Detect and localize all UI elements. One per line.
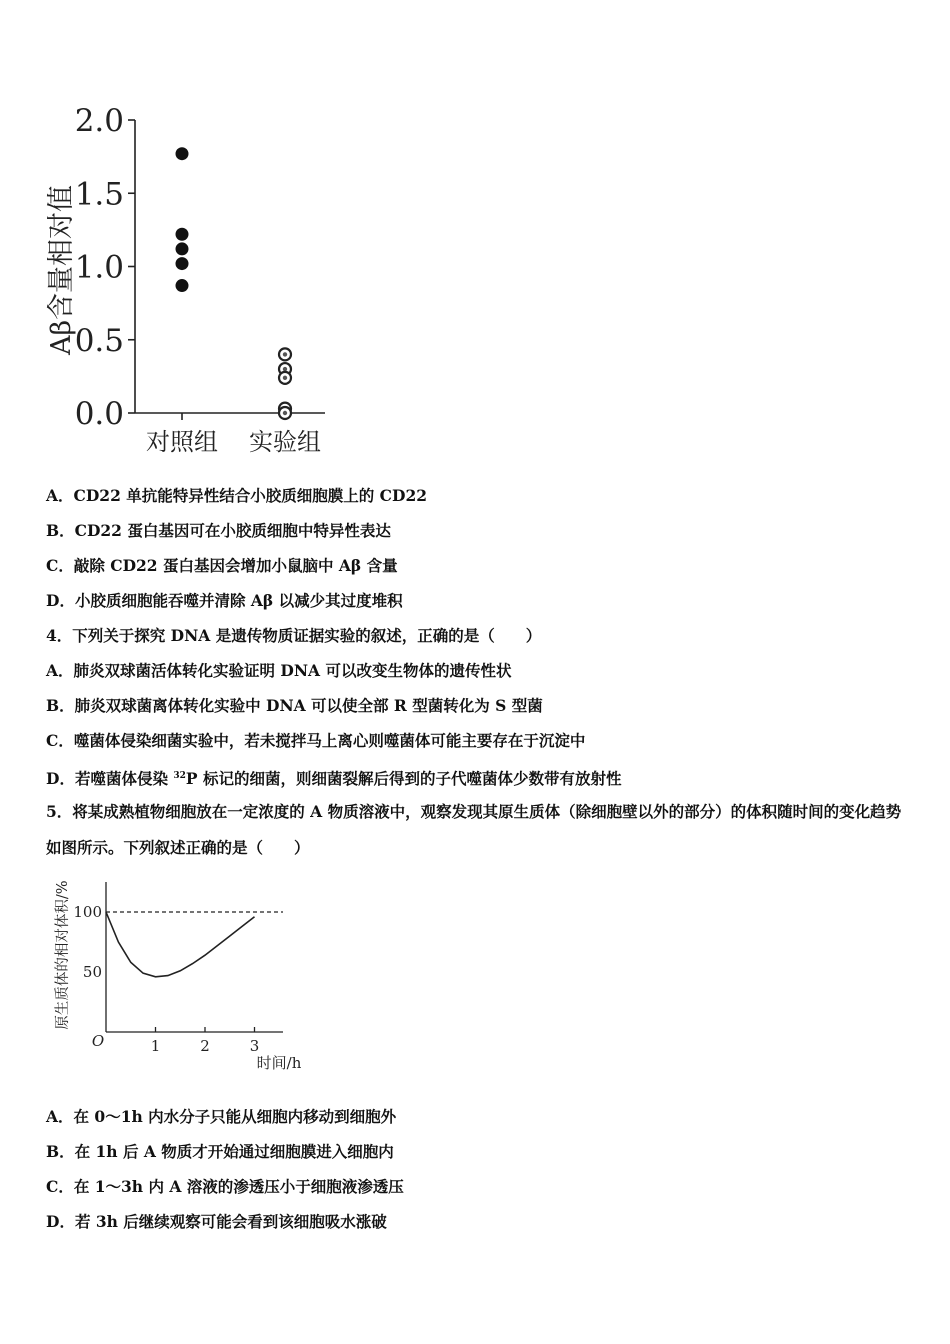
- q3-option-c[interactable]: [46, 556, 398, 576]
- control-point: [176, 242, 189, 255]
- experimental-point-center: [283, 411, 287, 415]
- y-tick-label: 2.0: [74, 103, 124, 139]
- option-text: 肺炎双球菌离体转化实验中 DNA 可以使全部 R 型菌转化为 S 型菌: [74, 696, 543, 715]
- option-text: CD22 单抗能特异性结合小胶质细胞膜上的 CD22: [73, 486, 428, 505]
- q3-option-b[interactable]: [46, 521, 391, 541]
- scatter-chart-abeta: [40, 95, 350, 470]
- isotope-superscript: 32: [173, 771, 186, 781]
- q4-option-d[interactable]: [46, 766, 621, 789]
- q4-option-b[interactable]: [46, 696, 543, 716]
- option-text-pre: 若噬菌体侵染: [74, 769, 174, 788]
- x-tick-label: 对照组: [146, 428, 218, 456]
- line-ylabel: 原生质体的相对体积/%: [55, 880, 71, 1030]
- protoplast-volume-curve: [106, 912, 255, 977]
- option-text: 在 1～3h 内 A 溶液的渗透压小于细胞液渗透压: [73, 1177, 404, 1196]
- option-label: B．: [46, 521, 75, 540]
- experimental-point-center: [283, 376, 287, 380]
- x-tick-label: 3: [249, 1037, 260, 1055]
- x-tick-label: 2: [200, 1037, 210, 1055]
- q3-option-d[interactable]: [46, 591, 403, 611]
- option-label: A．: [46, 486, 74, 505]
- y-tick-label: 50: [82, 963, 102, 981]
- option-text: 若 3h 后继续观察可能会看到该细胞吸水涨破: [74, 1212, 387, 1231]
- line-chart-protoplast: [40, 868, 330, 1083]
- option-label: C．: [46, 556, 74, 575]
- option-label: A．: [46, 1107, 74, 1126]
- option-text: 肺炎双球菌活体转化实验证明 DNA 可以改变生物体的遗传性状: [73, 661, 512, 680]
- q4-stem: 4．下列关于探究 DNA 是遗传物质证据实验的叙述，正确的是（ ）: [46, 626, 542, 645]
- control-point: [176, 257, 189, 270]
- option-label: B．: [46, 696, 75, 715]
- y-tick-label: 1.5: [74, 176, 124, 213]
- line-xlabel: 时间/h: [256, 1054, 302, 1072]
- control-point: [176, 147, 189, 160]
- option-text: 噬菌体侵染细菌实验中，若未搅拌马上离心则噬菌体可能主要存在于沉淀中: [73, 731, 586, 750]
- line-axes: [73, 882, 283, 1055]
- q5-option-b[interactable]: [46, 1142, 394, 1162]
- option-label: C．: [46, 1177, 74, 1196]
- x-tick-label: 1: [150, 1037, 161, 1055]
- y-tick-label: 0.5: [74, 322, 124, 359]
- option-text-post: P 标记的细菌，则细菌裂解后得到的子代噬菌体少数带有放射性: [185, 769, 622, 788]
- experimental-point-center: [283, 367, 287, 371]
- q4-option-a[interactable]: [46, 661, 511, 681]
- q5-option-a[interactable]: [46, 1107, 396, 1127]
- q5-option-c[interactable]: [46, 1177, 404, 1197]
- scatter-ylabel: Aβ含量相对值: [46, 184, 77, 356]
- option-label: D．: [46, 769, 75, 788]
- option-text: 敲除 CD22 蛋白基因会增加小鼠脑中 Aβ 含量: [73, 556, 398, 575]
- q5-stem: 5．将某成熟植物细胞放在一定浓度的 A 物质溶液中，观察发现其原生质体（除细胞壁以外的部分）的体积随时间的变化趋势如图所示。下列叙述正确的是（ ）: [46, 802, 902, 857]
- option-label: B．: [46, 1142, 75, 1161]
- scatter-points: [176, 147, 292, 419]
- option-label: D．: [46, 591, 75, 610]
- option-label: D．: [46, 1212, 75, 1231]
- option-label: A．: [46, 661, 74, 680]
- q5-option-d[interactable]: [46, 1212, 387, 1232]
- control-point: [176, 228, 189, 241]
- option-text: 在 0～1h 内水分子只能从细胞内移动到细胞外: [73, 1107, 397, 1126]
- x-tick-label: 实验组: [249, 428, 321, 456]
- y-tick-label: 1.0: [74, 249, 124, 286]
- experimental-point-center: [283, 352, 287, 356]
- option-text: 小胶质细胞能吞噬并清除 Aβ 以减少其过度堆积: [74, 591, 403, 610]
- option-text: CD22 蛋白基因可在小胶质细胞中特异性表达: [74, 521, 391, 540]
- y-tick-label: 100: [73, 903, 102, 921]
- q4-option-c[interactable]: [46, 731, 585, 751]
- q3-option-a[interactable]: [46, 486, 427, 506]
- control-point: [176, 279, 189, 292]
- y-tick-label: 0.0: [74, 396, 124, 432]
- line-origin-label: O: [91, 1032, 105, 1050]
- option-label: C．: [46, 731, 74, 750]
- option-text: 在 1h 后 A 物质才开始通过细胞膜进入细胞内: [74, 1142, 394, 1161]
